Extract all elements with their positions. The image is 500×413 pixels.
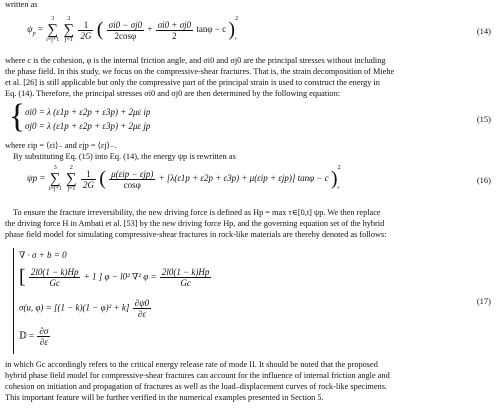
equation-14: $\psi_p = 3$ ∑ i=j+1 2 ∑ j=1 $\frac{1}{2G}$ ( $\frac{\sigma i0 - \sigma j0}{2\cos\varphi}$ + $\frac{\sigma i0 + \sigma j0}{2}$ tanφ − c )$^2_+$ (14) [27,16,491,43]
eq17-line3: σ(u, φ) = [(1 − k)(1 − φ)² + k] $\frac{\partial\psi 0}{\partial\varepsilon}$ [19,298,150,319]
para3-line2: the driving force H in Ambati et al. [53] by the new driving force Hp, and the governing equation set of the hybrid [5,219,385,228]
eq17-line4: 𝔻 = $\frac{\partial\sigma}{\partial\varepsilon}$ [19,326,49,347]
eq16-number: (16) [476,175,491,185]
para3-line1: To ensure the fracture irreversibility, the new driving force is defined as Hp = max τ∈[0,t] ψp. We then replace [13,208,381,217]
para3-line3: phase field model for simulating compressive-shear fractures in rock-like materials are thereby denoted as follows: [5,230,387,239]
para4-line4: This important feature will be further verified in the numerical examples presented in Section 5. [5,393,324,402]
eq14-lhs: ψ [27,24,33,35]
eq15-line2: σj0 = λ (ε1p + ε2p + ε3p) + 2με jp [25,121,151,131]
equation-17 [5,246,495,358]
eq16-middle: + [λ(ε1p + ε2p + ε3p) + μ(εip + εjp)] tanφ − c [158,173,329,184]
para2-line2: By substituting Eq. (15) into Eq. (14), the energy ψp is rewritten as [13,152,236,161]
eq17-line2: [ $\frac{2l0(1 - k)Hp}{Gc}$ + 1 ] φ − l0² ∇² φ = $\frac{2l0(1 - k)Hp}{Gc}$ [19,266,210,288]
eq16-term1: $\frac{\text{μ(εip − εjp)}}{\cos\varphi}$ [111,168,154,190]
eq16-coef: $\frac{1}{2G}$ [82,168,94,190]
eq14-sum-j: 2 ∑ j=1 [63,16,75,43]
eq15-line1: σi0 = λ (ε1p + ε2p + ε3p) + 2με ip [25,107,151,117]
para2-line1: where εip = ⟨εi⟩₋ and εjp = ⟨εj⟩₋. [5,141,117,150]
eq15-number: (15) [476,114,491,124]
intro-text: written as [5,0,38,9]
eq17-line1: ∇ · σ + b = 0 [19,250,67,260]
eq16-sum-i: 3 ∑ i=j+1 [48,165,62,192]
equation-15: { σi0 = λ (ε1p + ε2p + ε3p) + 2με ip σj0 = λ (ε1p + ε2p + ε3p) + 2με jp (15) [9,98,491,135]
paper-page [5,0,495,413]
para1-line3: et al. [26] is still applicable but only the compressive part of the principal strain is used to construct the energy in [5,78,380,87]
eq14-sum-i: 3 ∑ i=j+1 [46,16,60,43]
eq17-number: (17) [476,296,491,306]
para4-line1: in which Gc accordingly refers to the critical energy release rate of mode II. It should be noted that the proposed [5,360,378,369]
para4-line2: hybrid phase field model for compressive-shear fractures can account for the influence of internal friction angle and [5,371,390,380]
para1-line2: the phase field. In this study, we focus on the compressive-shear fractures. That is, the strain decomposition of Miehe [5,67,395,76]
eq14-term1: $\frac{\sigma i0 - \sigma j0}{2\cos\varphi}$ [108,19,143,41]
equation-16: ψp = 3 ∑ i=j+1 2 ∑ j=1 $\frac{1}{2G}$ ( $\frac{\text{μ(εip − εjp)}}{\cos\varphi}$ + [λ(ε1p + ε2p + ε3p) + μ(εip + εjp)] tanφ − c )$^2_+$ (16) [27,165,491,192]
eq14-number: (14) [476,26,491,36]
para1-line1: where c is the cohesion, φ is the internal friction angle, and σi0 and σj0 are the principal stresses without including [5,56,386,65]
para1-line4: Eq. (14). Therefore, the principal stresses σi0 and σj0 are then determined by the following equation: [5,89,341,98]
eq16-sum-j: 2 ∑ j=1 [66,165,77,192]
eq14-term2: $\frac{\sigma i0 + \sigma j0}{2}$ [157,19,192,41]
eq16-lhs: ψp = [27,173,46,184]
eq14-coef: $\frac{1}{2G}$ [80,19,92,41]
para4-line3: cohesion on initiation and propagation of fractures as well as the load–displacement curves of rock-like specimens. [5,382,387,391]
